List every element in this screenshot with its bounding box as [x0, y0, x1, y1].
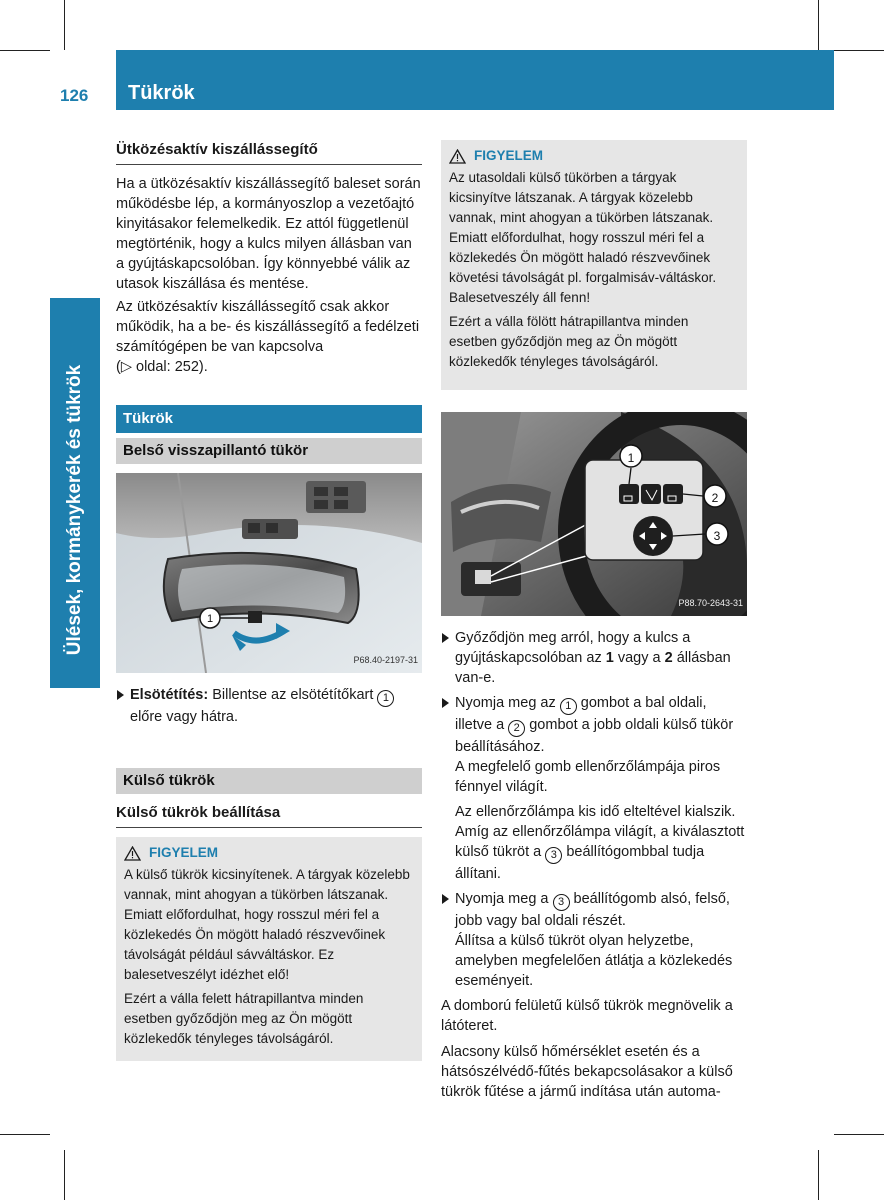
warning-heading: FIGYELEM — [474, 148, 544, 163]
mirror-control-illustration — [441, 412, 747, 616]
interior-mirror-illustration — [116, 473, 422, 673]
paragraph: Ha a ütközésaktív kiszállássegítő baleset során működésbe lép, a kormányoszlop a vezetőajtó kinyitásakor felemelkedik. Ez attól függetlenül megtörténik, hogy a kulcs milyen állásban van a gyújtáskapcsolóban. Így könnyebbé válik az utasok kiszállása és mentése. — [116, 176, 421, 292]
figure-code: P68.40-2197-31 — [353, 655, 418, 665]
subsection-title: Ütközésaktív kiszállássegítő — [116, 140, 422, 165]
figure-code: P88.70-2643-31 — [678, 598, 743, 608]
paragraph: A domború felületű külső tükrök megnövelik a látóteret. — [441, 998, 733, 1034]
figure-marker-1: 1 — [206, 613, 214, 625]
ref-number: 3 — [545, 847, 562, 864]
warning-text: Ezért a válla felett hátrapillantva minden esetben győződjön meg az Ön mögött közlekedők tényleges távolságáról. — [124, 991, 364, 1046]
section-title-kulso: Külső tükrök — [116, 768, 422, 794]
crop-mark — [0, 1134, 50, 1135]
section-title-tukrok: Tükrök — [116, 405, 422, 433]
bullet-item: Nyomja meg az 1 gombot a bal oldali, illetve a 2 gombot a jobb oldali külső tükör beállításához. A megfelelő gomb ellenőrzőlámpája piros fénnyel világít. — [441, 693, 747, 797]
warning-triangle-icon — [124, 846, 141, 861]
warning-heading: FIGYELEM — [149, 845, 219, 860]
header-title: Tükrök — [128, 82, 195, 104]
right-column — [441, 140, 747, 1105]
page-reference: (▷ oldal: 252). — [116, 359, 208, 375]
section-title-belso: Belső visszapillantó tükör — [116, 438, 422, 464]
ref-number: 1 — [377, 690, 394, 707]
warning-triangle-icon — [449, 149, 466, 164]
warning-text: Az utasoldali külső tükörben a tárgyak kicsinyítve látszanak. A tárgyak közelebb vannak, mint ahogyan a tükörben látszanak. Emiatt előfordulhat, hogy rosszul méri fel a közlekedés Ön mögött haladó részvevőinek követési távolságát pl. forgalmisáv-váltáskor. Balesetveszély áll fenn! — [449, 170, 717, 305]
interior-mirror-figure — [116, 473, 422, 673]
ref-number: 3 — [553, 894, 570, 911]
figure-marker-3: 3 — [713, 529, 721, 543]
mirror-control-figure — [441, 412, 747, 616]
crop-mark — [64, 0, 65, 50]
page-number: 126 — [60, 86, 89, 105]
side-tab-label: Ülések, kormánykerék és tükrök — [64, 364, 85, 656]
paragraph: Alacsony külső hőmérséklet esetén és a hátsószélvédő-fűtés bekapcsolásakor a külső tükrök fűtése a jármű indítása után automa- — [441, 1044, 733, 1100]
figure-marker-2: 2 — [711, 491, 719, 505]
crop-mark — [64, 1150, 65, 1200]
ref-number: 1 — [560, 698, 577, 715]
crop-mark — [0, 50, 50, 51]
crop-mark — [834, 50, 884, 51]
crop-mark — [818, 0, 819, 50]
crop-mark — [818, 1150, 819, 1200]
subsection-title: Külső tükrök beállítása — [116, 803, 422, 828]
figure-marker-1: 1 — [627, 451, 635, 465]
warning-text: A külső tükrök kicsinyítenek. A tárgyak közelebb vannak, mint ahogyan a tükörben látszanak. Emiatt előfordulhat, hogy rosszul méri fel a közlekedés Ön mögött haladó részvevőinek távolságát például sávváltáskor. Ez balesetveszélyt idézhet elő! — [124, 867, 410, 982]
warning-text: Ezért a válla fölött hátrapillantva minden esetben győződjön meg az Ön mögött közlekedők tényleges távolságáról. — [449, 314, 689, 369]
bullet-item: Nyomja meg a 3 beállítógomb alsó, felső, jobb vagy bal oldali részét. Állítsa a külső tükröt olyan helyzetbe, amelyben megfelelően átlátja a közlekedés eseményeit. — [441, 889, 747, 991]
header-bar — [116, 50, 834, 110]
left-column — [116, 140, 422, 1061]
ref-number: 2 — [508, 720, 525, 737]
paragraph: Az ütközésaktív kiszállássegítő csak akkor működik, ha a be- és kiszállássegítő a fedélzeti számítógépen be van kapcsolva (▷ oldal: 252). — [116, 299, 420, 375]
crop-mark — [834, 1134, 884, 1135]
bullet-item: Elsötétítés: Billentse az elsötétítőkart 1 előre vagy hátra. — [116, 685, 422, 727]
warning-box — [441, 140, 747, 390]
warning-box — [116, 837, 422, 1061]
bullet-item: Győződjön meg arról, hogy a kulcs a gyújtáskapcsolóban az 1 vagy a 2 állásban van-e. — [441, 628, 747, 688]
bullet-subtext: Az ellenőrzőlámpa kis idő elteltével kialszik. Amíg az ellenőrzőlámpa világít, a kiválasztott külső tükröt a 3 beállítógombbal tudja állítani. — [455, 804, 745, 882]
